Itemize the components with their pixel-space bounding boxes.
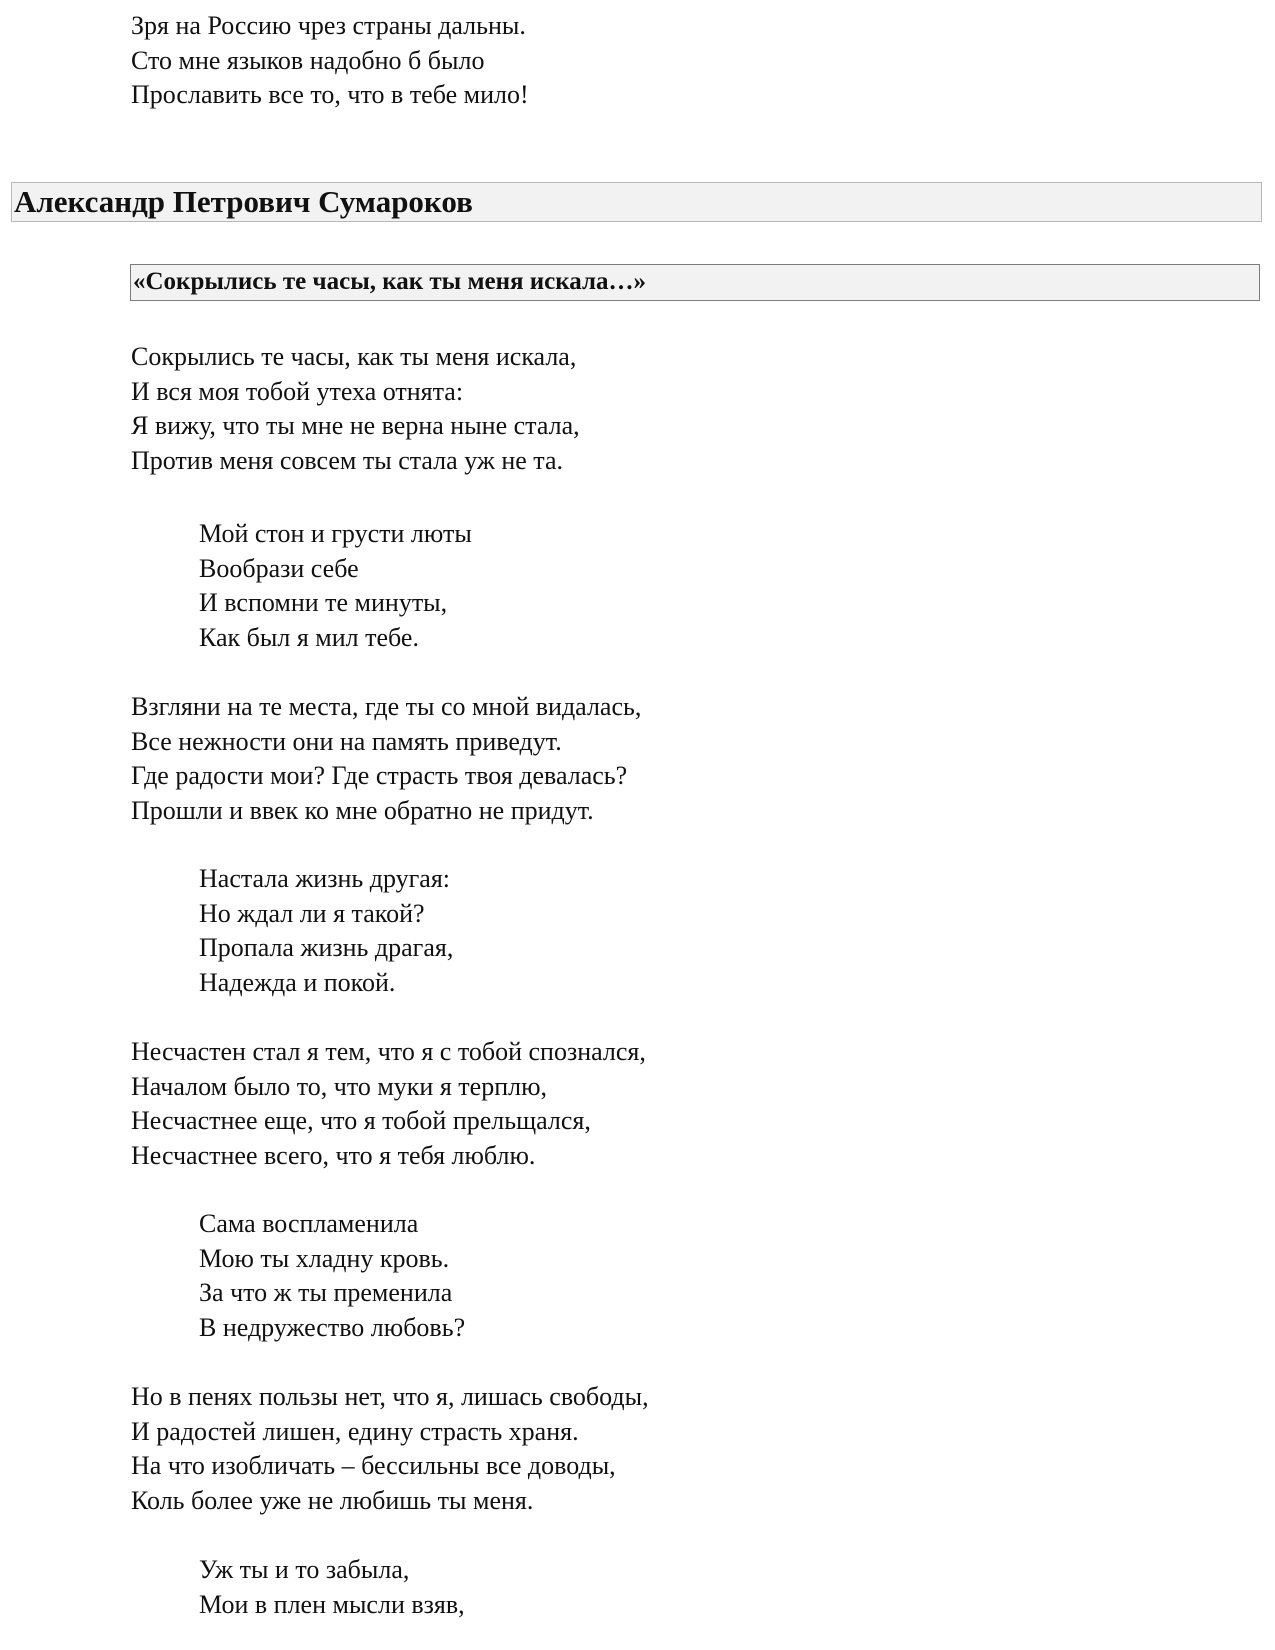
verse-line: В недружество любовь? <box>199 1312 466 1342</box>
verse-line: Все нежности они на память приведут. <box>131 726 562 756</box>
stanza <box>131 340 580 478</box>
verse-line: Несчастнее всего, что я тебя люблю. <box>131 1140 536 1170</box>
verse-line: Сто мне языков надобно б было <box>131 45 485 75</box>
verse-line: И радостей лишен, едину страсть храня. <box>131 1416 579 1446</box>
stanza <box>131 690 641 828</box>
verse-line: Уж ты и то забыла, <box>199 1555 410 1584</box>
verse-line: И вся моя тобой утеха отнята: <box>131 376 464 406</box>
stanza <box>131 1380 649 1518</box>
verse-line: Прошли и ввек ко мне обратно не придут. <box>131 795 594 825</box>
verse-line: Мои в плен мысли взяв, <box>199 1589 465 1619</box>
verse-line: Взгляни на те места, где ты со мной видалась, <box>131 692 642 721</box>
verse-line: Где радости мои? Где страсть твоя девалась? <box>131 761 628 790</box>
verse-line: Но ждал ли я такой? <box>199 898 425 928</box>
verse-line: И вспомни те минуты, <box>199 588 448 617</box>
author-heading: Александр Петрович Сумароков <box>14 184 473 219</box>
verse-line: Вообрази себе <box>199 553 359 583</box>
verse-line: Прославить все то, что в тебе мило! <box>131 80 529 109</box>
intro-verse <box>131 9 529 113</box>
refrain-stanza <box>199 1207 465 1345</box>
verse-line: Несчастнее еще, что я тобой прельщался, <box>131 1106 591 1135</box>
verse-line: Я вижу, что ты мне не верна ныне стала, <box>131 411 580 440</box>
verse-line: Но в пенях пользы нет, что я, лишась свободы, <box>131 1382 649 1411</box>
poem-title: «Сокрылись те часы, как ты меня искала…» <box>133 268 647 295</box>
refrain-stanza <box>199 1553 465 1622</box>
verse-line: Мой стон и грусти люты <box>199 519 472 548</box>
verse-line: Сама воспламенила <box>199 1209 419 1238</box>
verse-line: На что изобличать – бессильны все доводы, <box>131 1451 616 1480</box>
verse-line: Надежда и покой. <box>199 967 396 997</box>
verse-line: Настала жизнь другая: <box>199 864 451 893</box>
verse-line: Несчастен стал я тем, что я с тобой спознался, <box>131 1037 646 1066</box>
verse-line: Мою ты хладну кровь. <box>199 1243 450 1273</box>
verse-line: Сокрылись те часы, как ты меня искала, <box>131 342 577 371</box>
verse-line: Зря на Россию чрез страны дальны. <box>131 11 526 40</box>
verse-line: За что ж ты пременила <box>199 1278 453 1307</box>
verse-line: Против меня совсем ты стала уж не та. <box>131 445 563 475</box>
poem-title-box <box>130 264 1260 301</box>
verse-line: Началом было то, что муки я терплю, <box>131 1071 548 1101</box>
author-heading-box <box>11 182 1262 222</box>
verse-line: Как был я мил тебе. <box>199 622 419 652</box>
refrain-stanza <box>199 517 472 655</box>
refrain-stanza <box>199 862 453 1000</box>
verse-line: Пропала жизнь драгая, <box>199 933 454 962</box>
verse-line: Коль более уже не любишь ты меня. <box>131 1485 534 1515</box>
stanza <box>131 1035 646 1173</box>
